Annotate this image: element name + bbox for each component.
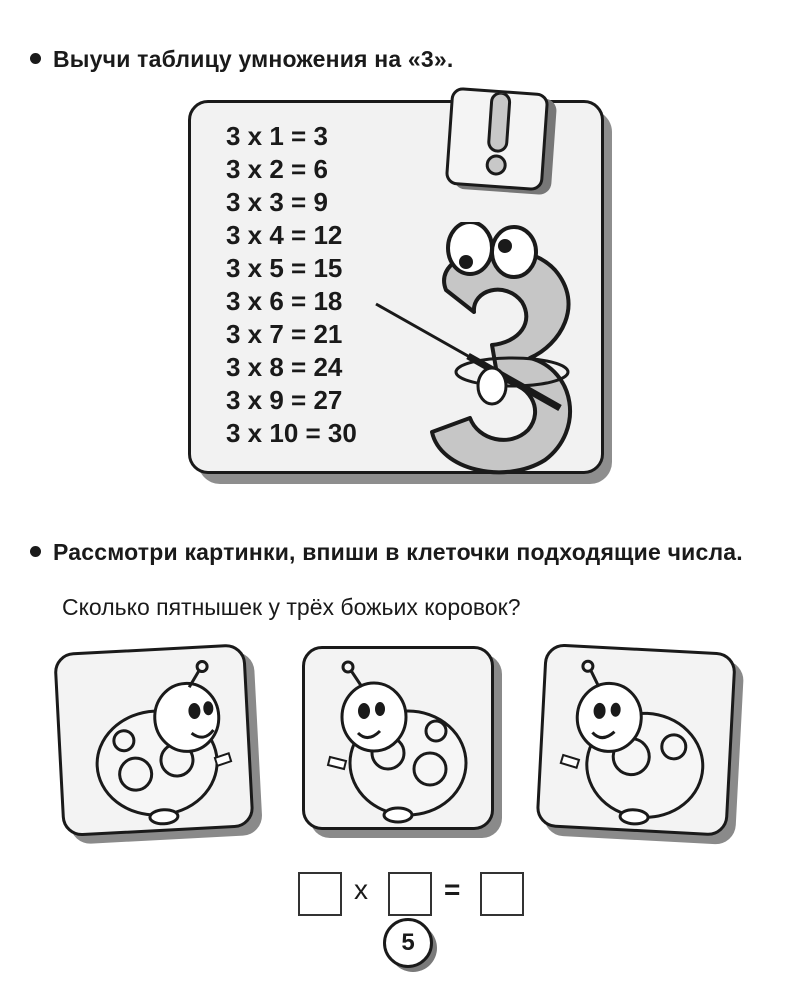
exclamation-icon — [448, 90, 546, 188]
exclamation-tab — [445, 87, 550, 192]
cartoon-three-character — [360, 222, 580, 478]
table-row: 3 x 4 = 12 — [226, 220, 343, 250]
multiplication-table — [226, 120, 357, 450]
section-2-heading-text: Рассмотри картинки, впиши в клеточки подходящие числа. — [53, 539, 743, 565]
table-row: 3 x 2 = 6 — [226, 154, 328, 184]
ladybug-icon — [308, 651, 494, 829]
answer-box-1[interactable] — [298, 872, 342, 916]
table-row: 3 x 10 = 30 — [226, 418, 357, 448]
table-row: 3 x 8 = 24 — [226, 352, 343, 382]
table-row: 3 x 1 = 3 — [226, 121, 328, 151]
table-row: 3 x 7 = 21 — [226, 319, 343, 349]
section-1-heading — [30, 46, 454, 73]
table-row: 3 x 9 = 27 — [226, 385, 343, 415]
answer-box-3[interactable] — [480, 872, 524, 916]
answer-box-2[interactable] — [388, 872, 432, 916]
ladybug-card-2 — [302, 646, 500, 834]
ladybug-icon — [59, 648, 254, 835]
bullet-icon — [30, 53, 41, 64]
question-text: Сколько пятнышек у трёх божьих коровок? — [62, 594, 521, 620]
times-sign: x — [354, 874, 368, 905]
ladybug-card-3 — [535, 643, 743, 841]
section-1-heading-text: Выучи таблицу умножения на «3». — [53, 46, 454, 72]
section-2-heading — [30, 536, 790, 568]
table-row: 3 x 6 = 18 — [226, 286, 343, 316]
page-number: 5 — [383, 918, 433, 968]
ladybug-card-1 — [53, 643, 261, 841]
ladybug-icon — [541, 648, 736, 835]
bullet-icon — [30, 546, 41, 557]
table-row: 3 x 5 = 15 — [226, 253, 343, 283]
table-row: 3 x 3 = 9 — [226, 187, 328, 217]
equals-sign: = — [444, 874, 461, 905]
